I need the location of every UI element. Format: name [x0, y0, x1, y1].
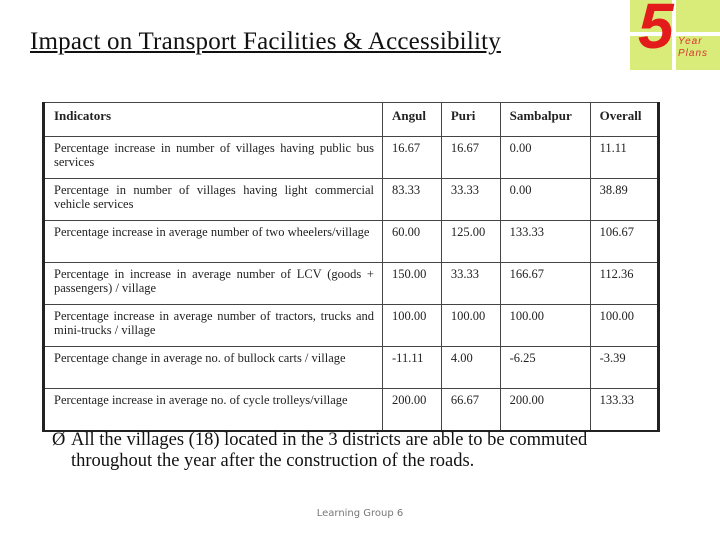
- slide-title: Impact on Transport Facilities & Accessibility: [30, 28, 501, 55]
- value-cell: 125.00: [441, 221, 500, 263]
- column-header: Angul: [383, 103, 442, 137]
- logo-text-plans: Plans: [678, 48, 709, 59]
- logo-number: 5: [638, 0, 674, 62]
- value-cell: 133.33: [500, 221, 590, 263]
- table-row: [44, 347, 659, 389]
- value-cell: 100.00: [590, 305, 658, 347]
- column-header: Overall: [590, 103, 658, 137]
- indicator-cell: Percentage in increase in average number of LCV (goods + passengers) / village: [44, 263, 383, 305]
- table-row: [44, 137, 659, 179]
- column-header: Sambalpur: [500, 103, 590, 137]
- value-cell: 33.33: [441, 179, 500, 221]
- bullet-text: All the villages (18) located in the 3 districts are able to be commuted throughout the year after the construction of the roads.: [71, 430, 588, 471]
- column-header: Indicators: [44, 103, 383, 137]
- value-cell: 38.89: [590, 179, 658, 221]
- bullet-point: [52, 430, 672, 472]
- table-row: [44, 221, 659, 263]
- value-cell: 33.33: [441, 263, 500, 305]
- value-cell: 11.11: [590, 137, 658, 179]
- table-row: [44, 179, 659, 221]
- value-cell: 100.00: [383, 305, 442, 347]
- logo-text-year: Year: [678, 36, 703, 47]
- value-cell: 16.67: [383, 137, 442, 179]
- indicator-cell: Percentage change in average no. of bullock carts / village: [44, 347, 383, 389]
- indicator-cell: Percentage increase in average number of tractors, trucks and mini-trucks / village: [44, 305, 383, 347]
- value-cell: 16.67: [441, 137, 500, 179]
- slide-footer: Learning Group 6: [316, 508, 404, 519]
- column-header: Puri: [441, 103, 500, 137]
- value-cell: 60.00: [383, 221, 442, 263]
- arrow-bullet-icon: Ø: [52, 430, 66, 450]
- value-cell: 0.00: [500, 179, 590, 221]
- value-cell: 100.00: [500, 305, 590, 347]
- value-cell: 200.00: [383, 389, 442, 432]
- transport-impact-table: [42, 102, 660, 432]
- indicator-cell: Percentage in number of villages having light commercial vehicle services: [44, 179, 383, 221]
- value-cell: 83.33: [383, 179, 442, 221]
- indicator-cell: Percentage increase in number of villages having public bus services: [44, 137, 383, 179]
- five-year-plans-logo: [630, 0, 720, 70]
- value-cell: -11.11: [383, 347, 442, 389]
- value-cell: -3.39: [590, 347, 658, 389]
- value-cell: -6.25: [500, 347, 590, 389]
- value-cell: 100.00: [441, 305, 500, 347]
- table-row: [44, 389, 659, 432]
- value-cell: 66.67: [441, 389, 500, 432]
- value-cell: 150.00: [383, 263, 442, 305]
- table-row: [44, 305, 659, 347]
- value-cell: 166.67: [500, 263, 590, 305]
- value-cell: 106.67: [590, 221, 658, 263]
- value-cell: 133.33: [590, 389, 658, 432]
- indicator-cell: Percentage increase in average number of two wheelers/village: [44, 221, 383, 263]
- table-row: [44, 263, 659, 305]
- value-cell: 4.00: [441, 347, 500, 389]
- value-cell: 0.00: [500, 137, 590, 179]
- value-cell: 200.00: [500, 389, 590, 432]
- indicator-cell: Percentage increase in average no. of cycle trolleys/village: [44, 389, 383, 432]
- value-cell: 112.36: [590, 263, 658, 305]
